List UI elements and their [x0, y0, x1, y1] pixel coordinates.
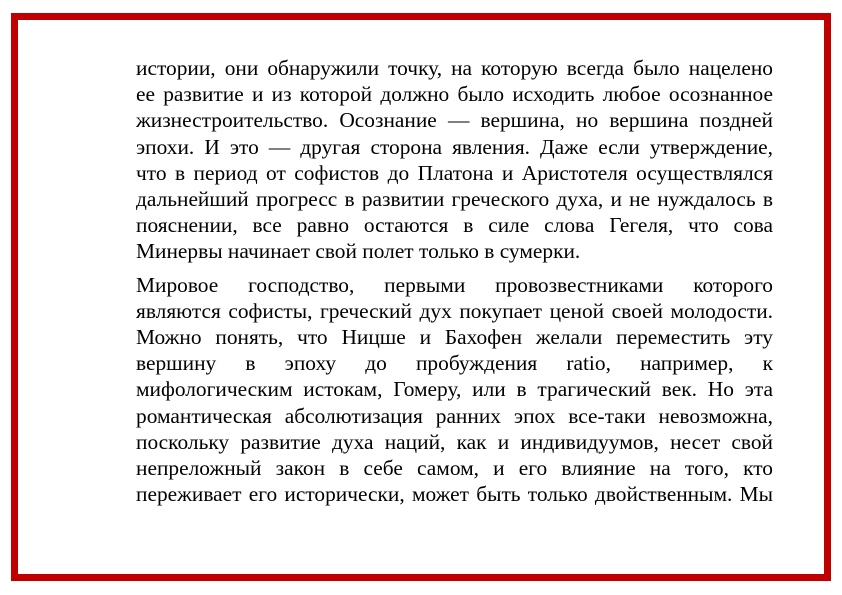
text-line: пояснении, все равно остаются в силе слова Гегеля, что сова [136, 213, 773, 238]
text-line: что в период от софистов до Платона и Аристотеля осуществлялся [136, 160, 773, 185]
text-line: эпохи. И это — другая сторона явления. Даже если утверждение, [136, 134, 773, 159]
text-line: вершину в эпоху до пробуждения ratio, например, к [136, 351, 773, 376]
text-line: являются софисты, греческий дух покупает ценой своей молодости. [136, 298, 773, 323]
text-line: истории, они обнаружили точку, на которую всегда было нацелено [136, 56, 773, 80]
text-line: поскольку развитие духа наций, как и индивидуумов, несет свой [136, 429, 773, 454]
text-line: романтическая абсолютизация ранних эпох все-таки невозможна, [136, 403, 773, 428]
paragraph-2 [136, 272, 773, 508]
text-line: Мировое господство, первыми провозвестниками которого [136, 272, 773, 297]
text-line: дальнейший прогресс в развитии греческого духа, и не нуждалось в [136, 187, 773, 212]
text-line: Минервы начинает свой полет только в сумерки. [136, 239, 581, 264]
text-line: Можно понять, что Ницше и Бахофен желали переместить эту [136, 325, 773, 350]
slide-text [136, 55, 773, 507]
text-line: жизнестроительство. Осознание — вершина, но вершина поздней [136, 108, 773, 133]
text-line: мифологическим истокам, Гомеру, или в трагический век. Но эта [136, 377, 773, 402]
paragraph-1 [136, 55, 773, 265]
text-line: переживает его исторически, может быть только двойственным. Мы [136, 482, 773, 507]
text-line: ее развитие и из которой должно было исходить любое осознанное [136, 82, 773, 107]
text-line: непреложный закон в себе самом, и его влияние на того, кто [136, 456, 773, 481]
